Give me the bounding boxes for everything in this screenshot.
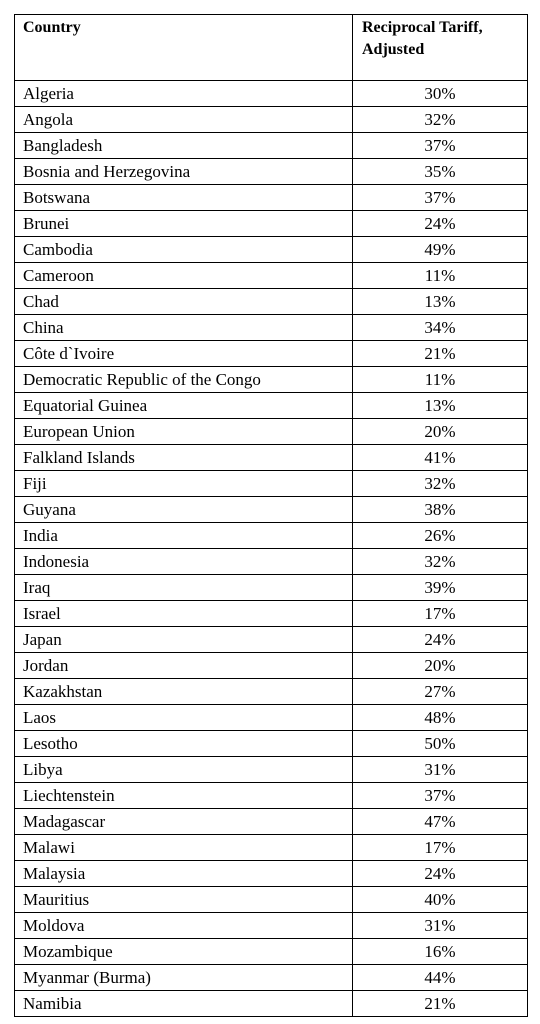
country-cell: Malaysia: [15, 861, 353, 887]
table-row: [15, 705, 528, 731]
table-row: [15, 575, 528, 601]
country-cell: Japan: [15, 627, 353, 653]
tariff-cell: 21%: [353, 991, 528, 1017]
tariff-cell: 32%: [353, 471, 528, 497]
tariff-cell: 21%: [353, 341, 528, 367]
tariff-cell: 20%: [353, 419, 528, 445]
tariff-cell: 38%: [353, 497, 528, 523]
tariff-cell: 24%: [353, 861, 528, 887]
header-reciprocal-tariff: Reciprocal Tariff, Adjusted: [353, 15, 528, 81]
tariff-cell: 24%: [353, 211, 528, 237]
tariff-cell: 37%: [353, 185, 528, 211]
table-row: [15, 393, 528, 419]
country-cell: Guyana: [15, 497, 353, 523]
country-cell: Lesotho: [15, 731, 353, 757]
table-row: [15, 783, 528, 809]
country-cell: Cambodia: [15, 237, 353, 263]
country-cell: Iraq: [15, 575, 353, 601]
tariff-cell: 44%: [353, 965, 528, 991]
tariff-cell: 30%: [353, 81, 528, 107]
tariff-cell: 11%: [353, 367, 528, 393]
country-cell: Namibia: [15, 991, 353, 1017]
country-cell: Cameroon: [15, 263, 353, 289]
table-row: [15, 367, 528, 393]
tariff-cell: 50%: [353, 731, 528, 757]
table-row: [15, 653, 528, 679]
table-body: [15, 81, 528, 1017]
tariff-cell: 16%: [353, 939, 528, 965]
country-cell: Israel: [15, 601, 353, 627]
country-cell: Democratic Republic of the Congo: [15, 367, 353, 393]
country-cell: Bangladesh: [15, 133, 353, 159]
table-row: [15, 185, 528, 211]
table-row: [15, 627, 528, 653]
tariff-cell: 13%: [353, 289, 528, 315]
tariff-cell: 17%: [353, 835, 528, 861]
table-row: [15, 133, 528, 159]
table-row: [15, 679, 528, 705]
country-cell: Bosnia and Herzegovina: [15, 159, 353, 185]
table-row: [15, 939, 528, 965]
tariff-cell: 37%: [353, 133, 528, 159]
table-row: [15, 107, 528, 133]
country-cell: Mozambique: [15, 939, 353, 965]
tariff-cell: 35%: [353, 159, 528, 185]
table-row: [15, 861, 528, 887]
country-cell: Algeria: [15, 81, 353, 107]
table-row: [15, 809, 528, 835]
tariff-cell: 13%: [353, 393, 528, 419]
table-row: [15, 913, 528, 939]
header-row: [15, 15, 528, 81]
country-cell: Botswana: [15, 185, 353, 211]
tariff-cell: 26%: [353, 523, 528, 549]
tariff-cell: 17%: [353, 601, 528, 627]
table-row: [15, 601, 528, 627]
country-cell: Kazakhstan: [15, 679, 353, 705]
table-row: [15, 523, 528, 549]
country-cell: Côte d`Ivoire: [15, 341, 353, 367]
country-cell: Malawi: [15, 835, 353, 861]
table-row: [15, 731, 528, 757]
tariff-cell: 34%: [353, 315, 528, 341]
table-row: [15, 419, 528, 445]
table-row: [15, 263, 528, 289]
country-cell: Moldova: [15, 913, 353, 939]
country-cell: Mauritius: [15, 887, 353, 913]
country-cell: Falkland Islands: [15, 445, 353, 471]
country-cell: Liechtenstein: [15, 783, 353, 809]
tariff-cell: 32%: [353, 107, 528, 133]
table-row: [15, 497, 528, 523]
table-row: [15, 315, 528, 341]
tariff-cell: 40%: [353, 887, 528, 913]
tariff-cell: 11%: [353, 263, 528, 289]
country-cell: India: [15, 523, 353, 549]
country-cell: Chad: [15, 289, 353, 315]
country-cell: Fiji: [15, 471, 353, 497]
country-cell: China: [15, 315, 353, 341]
table-row: [15, 341, 528, 367]
table-row: [15, 471, 528, 497]
tariff-cell: 39%: [353, 575, 528, 601]
tariff-cell: 41%: [353, 445, 528, 471]
tariff-cell: 37%: [353, 783, 528, 809]
table-row: [15, 445, 528, 471]
tariff-table: [14, 14, 528, 1017]
table-row: [15, 81, 528, 107]
table-row: [15, 991, 528, 1017]
tariff-cell: 48%: [353, 705, 528, 731]
tariff-cell: 31%: [353, 913, 528, 939]
table-row: [15, 965, 528, 991]
country-cell: European Union: [15, 419, 353, 445]
table-row: [15, 887, 528, 913]
tariff-cell: 49%: [353, 237, 528, 263]
table-row: [15, 289, 528, 315]
country-cell: Jordan: [15, 653, 353, 679]
tariff-cell: 32%: [353, 549, 528, 575]
tariff-cell: 24%: [353, 627, 528, 653]
country-cell: Equatorial Guinea: [15, 393, 353, 419]
country-cell: Brunei: [15, 211, 353, 237]
table-header: [15, 15, 528, 81]
header-country: Country: [15, 15, 353, 81]
tariff-cell: 20%: [353, 653, 528, 679]
country-cell: Myanmar (Burma): [15, 965, 353, 991]
table-row: [15, 237, 528, 263]
country-cell: Laos: [15, 705, 353, 731]
country-cell: Madagascar: [15, 809, 353, 835]
table-row: [15, 549, 528, 575]
country-cell: Angola: [15, 107, 353, 133]
table-row: [15, 835, 528, 861]
table-row: [15, 757, 528, 783]
tariff-cell: 27%: [353, 679, 528, 705]
country-cell: Indonesia: [15, 549, 353, 575]
tariff-cell: 31%: [353, 757, 528, 783]
country-cell: Libya: [15, 757, 353, 783]
table-row: [15, 211, 528, 237]
table-row: [15, 159, 528, 185]
tariff-cell: 47%: [353, 809, 528, 835]
